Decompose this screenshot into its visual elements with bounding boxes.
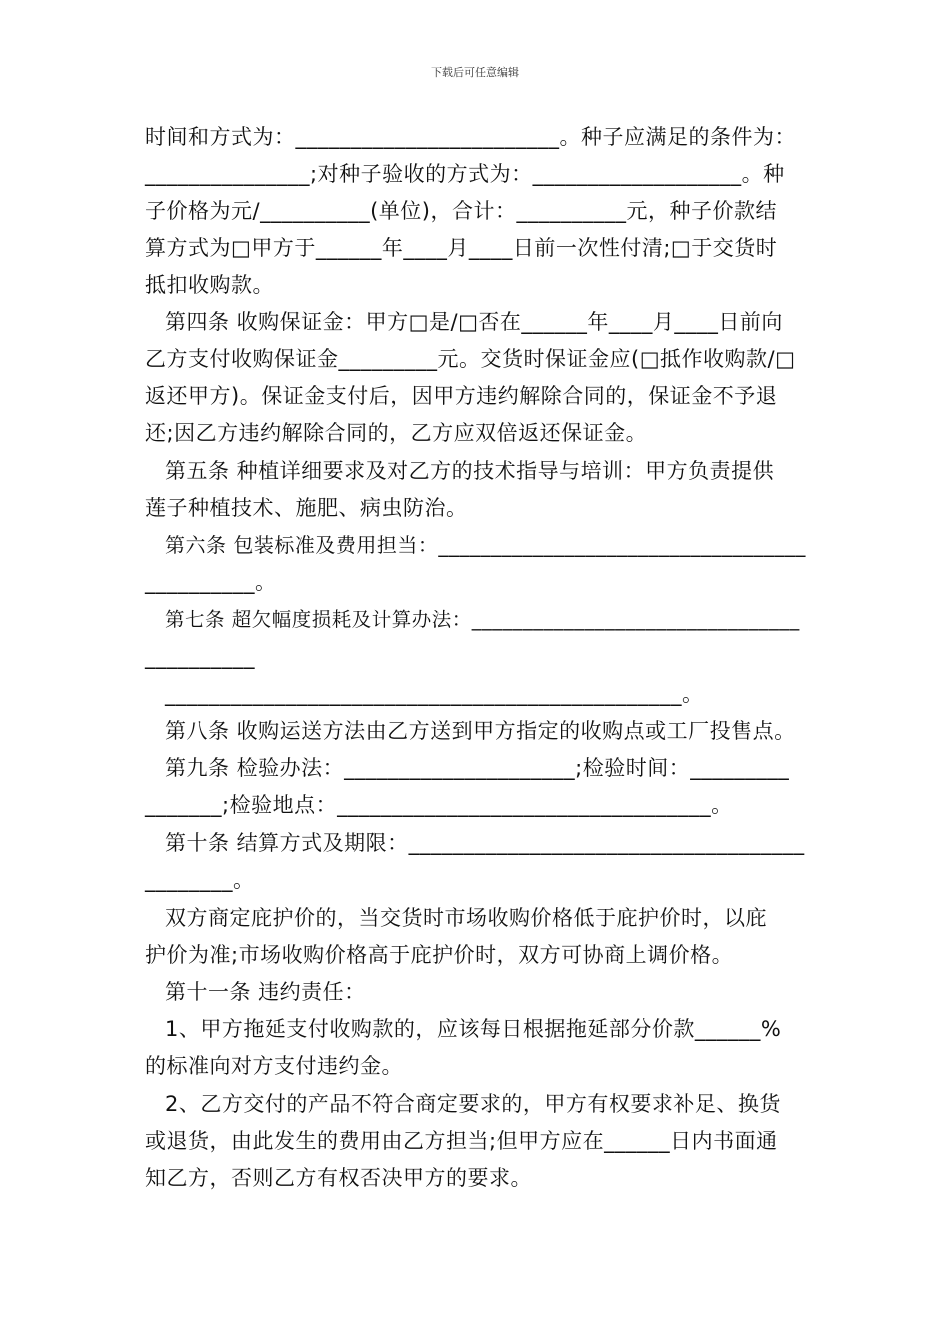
paragraph-line: 乙方支付收购保证金_________元。交货时保证金应(□抵作收购款/□ [145,347,796,371]
paragraph-line: 的标准向对方支付违约金。 [145,1054,403,1078]
paragraph-line: 知乙方，否则乙方有权否决甲方的要求。 [145,1166,532,1190]
paragraph-line: 护价为准;市场收购价格高于庇护价时，双方可协商上调价格。 [145,943,734,967]
paragraph-line: 第五条 种植详细要求及对乙方的技术指导与培训：甲方负责提供 [165,459,775,483]
paragraph-line: 第四条 收购保证金：甲方□是/□否在______年____月____日前向 [165,310,783,334]
paragraph-line: 返还甲方)。保证金支付后，因甲方违约解除合同的，保证金不予退 [145,384,778,408]
paragraph-line: 子价格为元/__________(单位)，合计：__________元，种子价款结 [145,199,777,223]
paragraph-line: 第九条 检验办法：_____________________;检验时间：_________ [165,756,790,780]
paragraph-line: _______;检验地点：__________________________________。 [145,793,733,817]
paragraph-line: 抵扣收购款。 [145,273,274,297]
paragraph-line: _______________;对种子验收的方式为：___________________。种 [145,162,785,186]
paragraph-line: __________。 [145,570,277,594]
paragraph-line: 莲子种植技术、施肥、病虫防治。 [145,496,468,520]
paragraph-line: 时间和方式为：________________________。种子应满足的条件为： [145,125,796,149]
paragraph-line: 算方式为□甲方于______年____月____日前一次性付清;□于交货时 [145,236,778,260]
paragraph-line: 还;因乙方违约解除合同的，乙方应双倍返还保证金。 [145,421,648,445]
paragraph-line: _______________________________________________。 [165,682,704,706]
paragraph-line: 双方商定庇护价的，当交货时市场收购价格低于庇护价时，以庇 [165,906,767,930]
paragraph-line: 第十条 结算方式及期限：____________________________________ [165,831,805,855]
paragraph-line: 1、甲方拖延支付收购款的，应该每日根据拖延部分价款______% [165,1017,782,1041]
paragraph-line: 2、乙方交付的产品不符合商定要求的，甲方有权要求补足、换货 [165,1092,781,1116]
paragraph-line: 第七条 超欠幅度损耗及计算办法：________________________________ [165,608,800,631]
paragraph-line: 或退货，由此发生的费用由乙方担当;但甲方应在______日内书面通 [145,1129,778,1153]
paragraph-line: ________。 [145,868,255,892]
paragraph-line: 第六条 包装标准及费用担当：___________________________________ [165,533,806,557]
paragraph-line: 第十一条 违约责任： [165,980,366,1004]
paragraph-line: 第八条 收购运送方法由乙方送到甲方指定的收购点或工厂投售点。 [165,719,796,743]
page-header: 下载后可任意编辑 [431,66,519,79]
paragraph-line: __________ [145,645,255,669]
